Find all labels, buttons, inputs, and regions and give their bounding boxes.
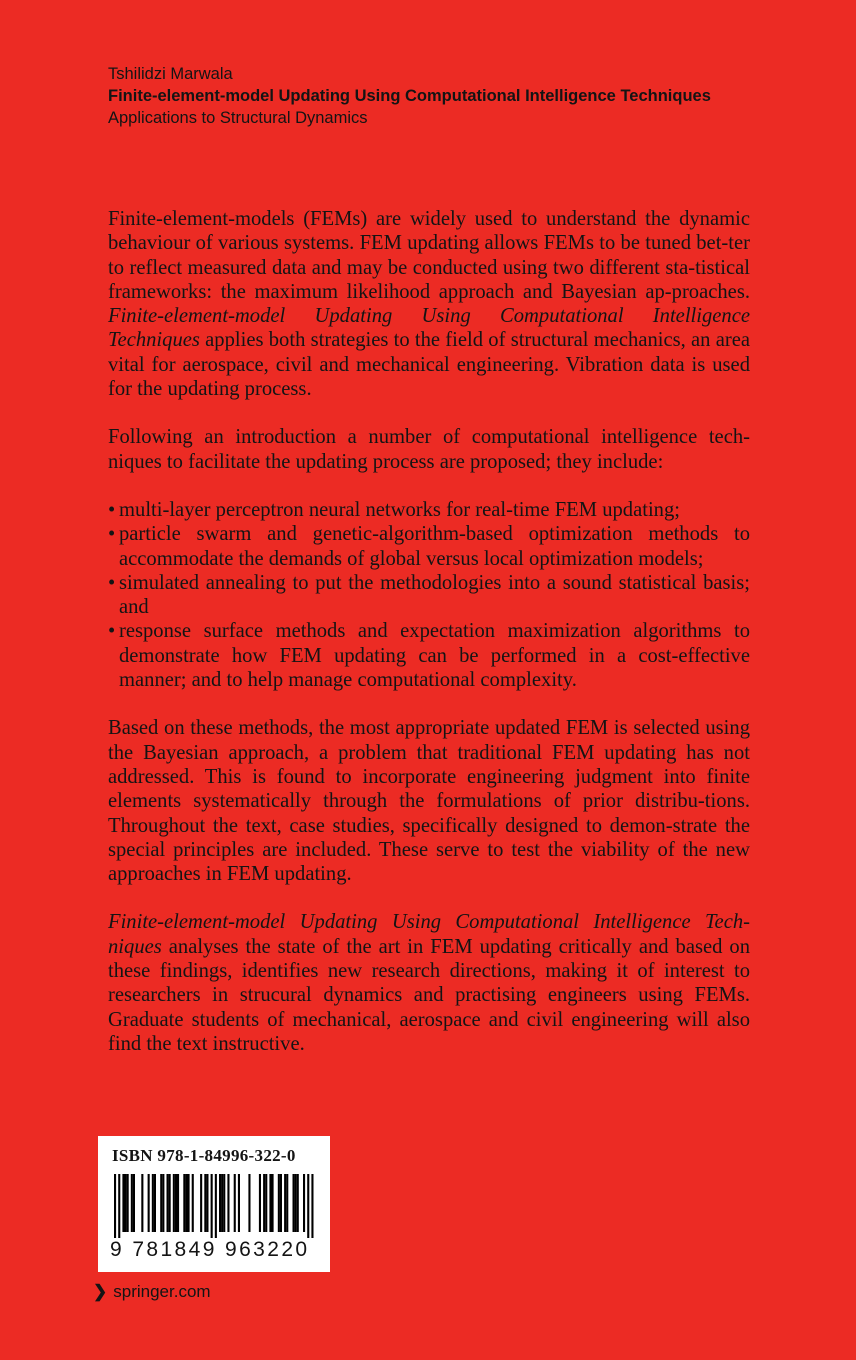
- barcode-bar: [188, 1174, 190, 1232]
- barcode-bar: [311, 1174, 313, 1238]
- paragraph-1-book-title: Finite-element-model Updating Using Computational Intelligence Techniques: [108, 305, 750, 352]
- bullet-icon: •: [108, 523, 116, 546]
- barcode-bar: [125, 1174, 127, 1232]
- barcode-bar: [265, 1174, 267, 1232]
- barcode-bar: [263, 1174, 265, 1232]
- list-item: [108, 619, 750, 692]
- barcode-bar: [259, 1174, 261, 1232]
- barcode-bar: [133, 1174, 135, 1232]
- barcode-bar: [148, 1174, 150, 1232]
- list-item-text: simulated annealing to put the methodologies into a sound statistical basis; and: [119, 571, 750, 619]
- barcode-bar: [278, 1174, 280, 1232]
- barcode-bar: [269, 1174, 271, 1232]
- bullet-icon: •: [108, 498, 116, 521]
- barcode-bar: [192, 1174, 194, 1232]
- barcode-bar: [200, 1174, 202, 1232]
- paragraph-1-lead: Finite-element-models (FEMs) are widely used to understand the dynamic behaviour of various systems. FEM updating allows FEMs to be tuned bet-ter to reflect measured data and may be conducted using two different sta-tistical frameworks: the maximum likelihood approach and Bayesian ap-proaches.: [108, 208, 750, 303]
- barcode-bar: [248, 1174, 250, 1232]
- isbn-label: ISBN 978-1-84996-322-0: [112, 1146, 296, 1165]
- barcode-bar: [215, 1174, 217, 1238]
- blurb-paragraph-1: [108, 207, 750, 401]
- barcode-bar: [204, 1174, 206, 1232]
- list-item-text: particle swarm and genetic-algorithm-based optimization methods to accommodate the demands of global versus local optimization models;: [119, 523, 750, 570]
- barcode-bar: [114, 1174, 116, 1238]
- barcode-bar: [303, 1174, 305, 1232]
- paragraph-4-book-title: Finite-element-model Updating Using Computational Intelligence Tech-niques: [108, 911, 750, 958]
- barcode-bar: [284, 1174, 286, 1232]
- barcode-bar: [272, 1174, 274, 1232]
- barcode-bar: [169, 1174, 171, 1232]
- barcode-bar: [118, 1174, 120, 1238]
- author-name: Tshilidzi Marwala: [108, 65, 233, 83]
- website-text: springer.com: [113, 1282, 211, 1301]
- barcode-bar: [227, 1174, 229, 1232]
- bullet-icon: •: [108, 620, 116, 643]
- barcode-graphic: [108, 1174, 320, 1238]
- publisher-link[interactable]: [93, 1282, 211, 1302]
- barcode-bar: [175, 1174, 177, 1232]
- barcode-bar: [152, 1174, 154, 1232]
- barcode-bar: [160, 1174, 162, 1232]
- barcode-bar: [162, 1174, 164, 1232]
- barcode-bar: [177, 1174, 179, 1232]
- list-item-text: response surface methods and expectation maximization algorithms to demonstrate how FEM updating can be performed in a cost-effective manner; and to help manage computational complexity.: [119, 620, 750, 692]
- barcode-bar: [154, 1174, 156, 1232]
- barcode-bar: [280, 1174, 282, 1232]
- barcode-bar: [122, 1174, 124, 1232]
- barcode-bar: [219, 1174, 221, 1232]
- barcode-bar: [234, 1174, 236, 1232]
- barcode-bar: [167, 1174, 169, 1232]
- barcode-bar: [141, 1174, 143, 1232]
- paragraph-4-rest: analyses the state of the art in FEM updating critically and based on these findings, identifies new research directions, making it of interest to researchers in strucural dynamics and practising engineers using FEMs. Graduate students of mechanical, aerospace and civil engineering will also find the text instructive.: [108, 935, 750, 1055]
- barcode-digits: 9 781849 963220: [110, 1238, 310, 1261]
- bullet-icon: •: [108, 571, 116, 594]
- barcode-bar: [221, 1174, 223, 1232]
- barcode-bar: [206, 1174, 208, 1232]
- barcode-bar: [127, 1174, 129, 1232]
- paragraph-1-rest: applies both strategies to the field of structural mechanics, an area vital for aerospace, civil and mechanical engineering. Vibration data is used for the updating process.: [108, 329, 750, 401]
- blurb-paragraph-2: Following an introduction a number of computational intelligence tech-niques to facilitate the updating process are proposed; they include:: [108, 426, 750, 473]
- list-item: [108, 522, 750, 571]
- barcode-bar: [293, 1174, 295, 1232]
- barcode-bar: [183, 1174, 185, 1232]
- list-item: [108, 571, 750, 620]
- book-title: Finite-element-model Updating Using Computational Intelligence Techniques: [108, 87, 711, 105]
- barcode-bar: [173, 1174, 175, 1232]
- blurb-paragraph-3: Based on these methods, the most appropriate updated FEM is selected using the Bayesian approach, a problem that traditional FEM updating has not addressed. This is found to incorporate engineering judgment into finite elements systematically through the formulations of prior distribu-tions. Throughout the text, case studies, specifically designed to demon-strate the special principles are included. These serve to test the viability of the new approaches in FEM updating.: [108, 717, 750, 886]
- barcode-bar: [286, 1174, 288, 1232]
- book-subtitle: Applications to Structural Dynamics: [108, 109, 368, 127]
- barcode-bar: [185, 1174, 187, 1232]
- blurb: [108, 207, 750, 1080]
- barcode-bar: [211, 1174, 213, 1238]
- barcode-bar: [223, 1174, 225, 1232]
- barcode-bar: [297, 1174, 299, 1232]
- cover-header: [108, 63, 711, 129]
- barcode-bar: [238, 1174, 240, 1232]
- list-item-text: multi-layer perceptron neural networks for real-time FEM updating;: [119, 498, 680, 521]
- barcode-bar: [295, 1174, 297, 1232]
- list-item: [108, 498, 750, 522]
- technique-list: [108, 498, 750, 692]
- barcode-bar: [307, 1174, 309, 1238]
- blurb-paragraph-4: [108, 910, 750, 1056]
- chevron-right-icon: ❯: [93, 1282, 108, 1301]
- isbn-barcode-panel: [98, 1136, 330, 1272]
- barcode-bar: [131, 1174, 133, 1232]
